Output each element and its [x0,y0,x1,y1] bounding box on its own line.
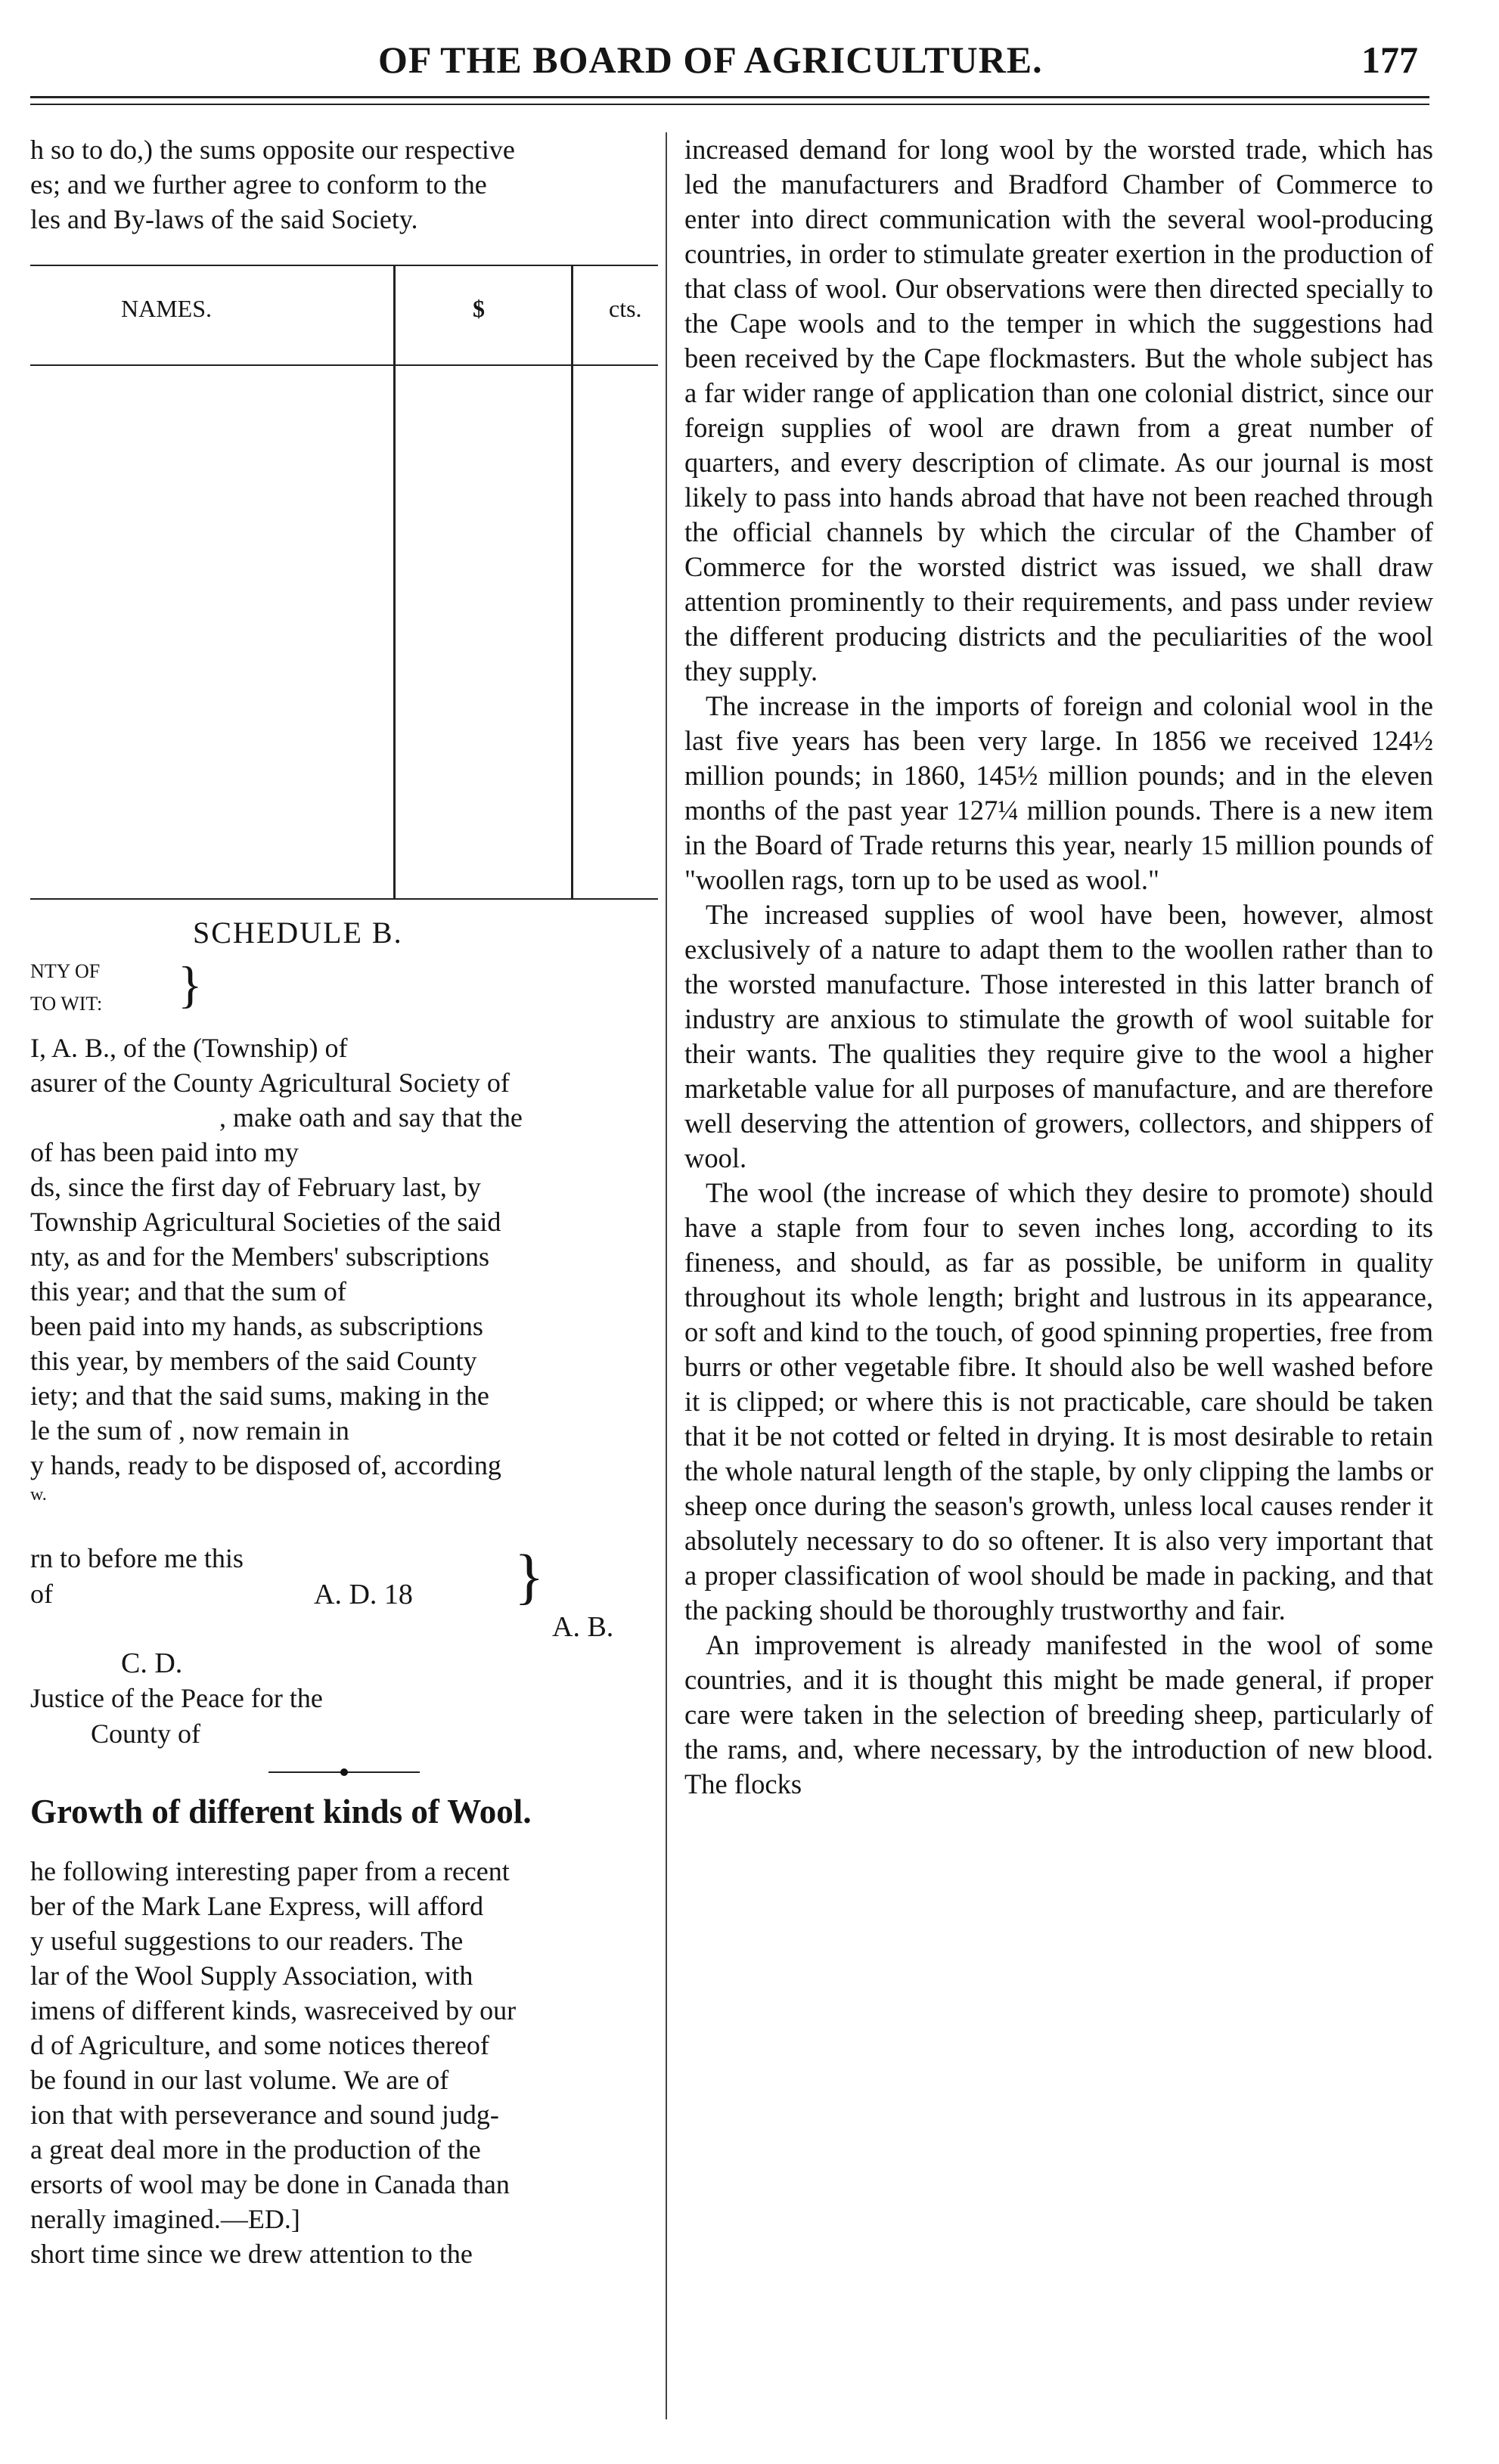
oath-line: w. [30,1485,47,1505]
names-header: NAMES. [121,295,213,322]
oath-line: nty, as and for the Members' subscriptions [30,1241,490,1272]
intro-line: h so to do,) the sums opposite our respective [30,135,515,165]
article-line: he following interesting paper from a recent [30,1856,510,1886]
article-line: nerally imagined.—ED.] [30,2204,300,2234]
article-line: y useful suggestions to our readers. The [30,1926,464,1956]
intro-line: es; and we further agree to conform to the [30,169,487,200]
signature-brace: } [514,1542,545,1610]
oath-line: iety; and that the said sums, making in the [30,1381,489,1411]
article-line: lar of the Wool Supply Association, with [30,1960,473,1991]
article-paragraph: The increase in the imports of foreign and colonial wool in the last five years has been very large. In 1856 we received 124½ million pounds; in 1860, 145½ million pounds; and in the eleven months of the past year 127¼ million pounds. There is a new item in the Board of Trade returns this year, nearly 15 million pounds of "woollen rags, torn up to be used as wool." [684,690,1433,895]
running-title: OF THE BOARD OF AGRICULTURE. [378,39,1043,81]
signer: A. B. [552,1611,614,1643]
oath-line: y hands, ready to be disposed of, according [30,1450,501,1480]
article-line: ber of the Mark Lane Express, will afford [30,1891,484,1921]
sworn-line: A. D. 18 [314,1579,413,1610]
article-line: ion that with perseverance and sound judg- [30,2100,499,2130]
names-table [30,265,658,900]
schedule-title: SCHEDULE B. [193,916,403,950]
brace: } [178,956,203,1013]
article-paragraph: An improvement is already manifested in the wool of some countries, and it is thought this might be made general, if proper care were taken in the selection of breeding sheep, particularly of the rams, and, where necessary, by the introduction of new blood. The flocks [684,1629,1433,1799]
cd-line: County of [91,1719,201,1749]
cents-header: cts. [609,295,642,322]
header-rule-bottom [30,104,1429,105]
header-rule-top [30,96,1429,98]
oath-line: this year, by members of the said County [30,1346,477,1376]
article-line: a great deal more in the production of the [30,2134,481,2165]
county-line: TO WIT: [30,993,103,1015]
oath-line: Township Agricultural Societies of the said [30,1207,501,1237]
oath-line: been paid into my hands, as subscriptions [30,1311,483,1341]
table-column-rule [393,265,396,900]
cd-line: C. D. [121,1647,183,1679]
article-line: imens of different kinds, wasreceived by our [30,1995,517,2025]
oath-line: asurer of the County Agricultural Society of [30,1068,510,1098]
dollar-header: $ [473,295,485,322]
article-paragraph: The increased supplies of wool have been, however, almost exclusively of a nature to adapt them to the woollen rather than to the worsted manufacture. Those interested in this latter branch of industry are anxious to stimulate the growth of wool suitable for their wants. The qualities they require give to the wool a higher marketable value for all purposes of manufacture, and are therefore well deserving the attention of growers, collectors, and shippers of wool. [684,899,1433,1173]
table-bottom-rule [30,898,658,900]
oath-line: I, A. B., of the (Township) of [30,1033,348,1063]
article-paragraph: The wool (the increase of which they desire to promote) should have a staple from four to seven inches long, according to its fineness, and should, as far as possible, be uniform in quality throughout its whole length; bright and lustrous in its appearance, or soft and kind to the touch, of good spinning properties, free from burrs or other vegetable fibre. It should also be well washed before it is clipped; or where this is not practicable, care should be taken that it be not cotted or felted in drying. It is most desirable to retain the whole natural length of the staple, by only clipping the lambs or sheep once during the season's growth, unless local causes render it absolutely necessary to do so oftener. It is also very important that a proper classification of wool should be made in packing, and that the packing should be thoroughly trustworthy and fair. [684,1177,1433,1626]
article-line: be found in our last volume. We are of [30,2065,449,2095]
article-line: d of Agriculture, and some notices thereof [30,2030,489,2060]
oath-line: le the sum of , now remain in [30,1415,349,1446]
cd-line: Justice of the Peace for the [30,1683,323,1713]
oath-line: ds, since the first day of February last, by [30,1172,481,1202]
sworn-line: of [30,1579,53,1609]
article-line: short time since we drew attention to the [30,2239,473,2269]
page-number: 177 [1361,39,1418,81]
section-title: Growth of different kinds of Wool. [30,1793,532,1830]
table-top-rule [30,265,658,266]
sworn-line: rn to before me this [30,1543,244,1573]
ornamental-rule [268,1769,420,1775]
article-line: ersorts of wool may be done in Canada than [30,2169,510,2199]
left-column [30,132,658,237]
ornament-dot [340,1768,348,1776]
oath-line: , make oath and say that the [219,1102,523,1133]
article-left-text [30,1854,658,2271]
column-divider [666,132,667,2419]
oath-text [30,1031,658,1507]
article-paragraph: increased demand for long wool by the worsted trade, which has led the manufacturers and Bradford Chamber of Commerce to enter into direct communication with the several wool-producing countries, in order to stimulate greater exertion in the production of that class of wool. Our observations were then directed specially to the Cape wools and to the temper in which the suggestions had been received by the Cape flockmasters. But the whole subject has a far wider range of application than one colonial district, since our foreign supplies of wool are drawn from a great number of quarters, and every description of climate. As our journal is most likely to pass into hands abroad that have not been reached through the official channels by which the circular of the Chamber of Commerce for the worsted district was issued, we shall draw attention prominently to their requirements, and pass under review the different producing districts and the peculiarities of the wool they supply. [684,134,1433,687]
oath-line: of has been paid into my [30,1137,299,1167]
oath-line: this year; and that the sum of [30,1276,346,1306]
right-column [684,132,1433,1802]
table-column-rule [571,265,573,900]
sworn-block [30,1542,658,1769]
intro-line: les and By-laws of the said Society. [30,204,418,234]
table-header-rule [30,364,658,366]
page-header [0,30,1499,91]
county-line: NTY OF [30,960,101,982]
